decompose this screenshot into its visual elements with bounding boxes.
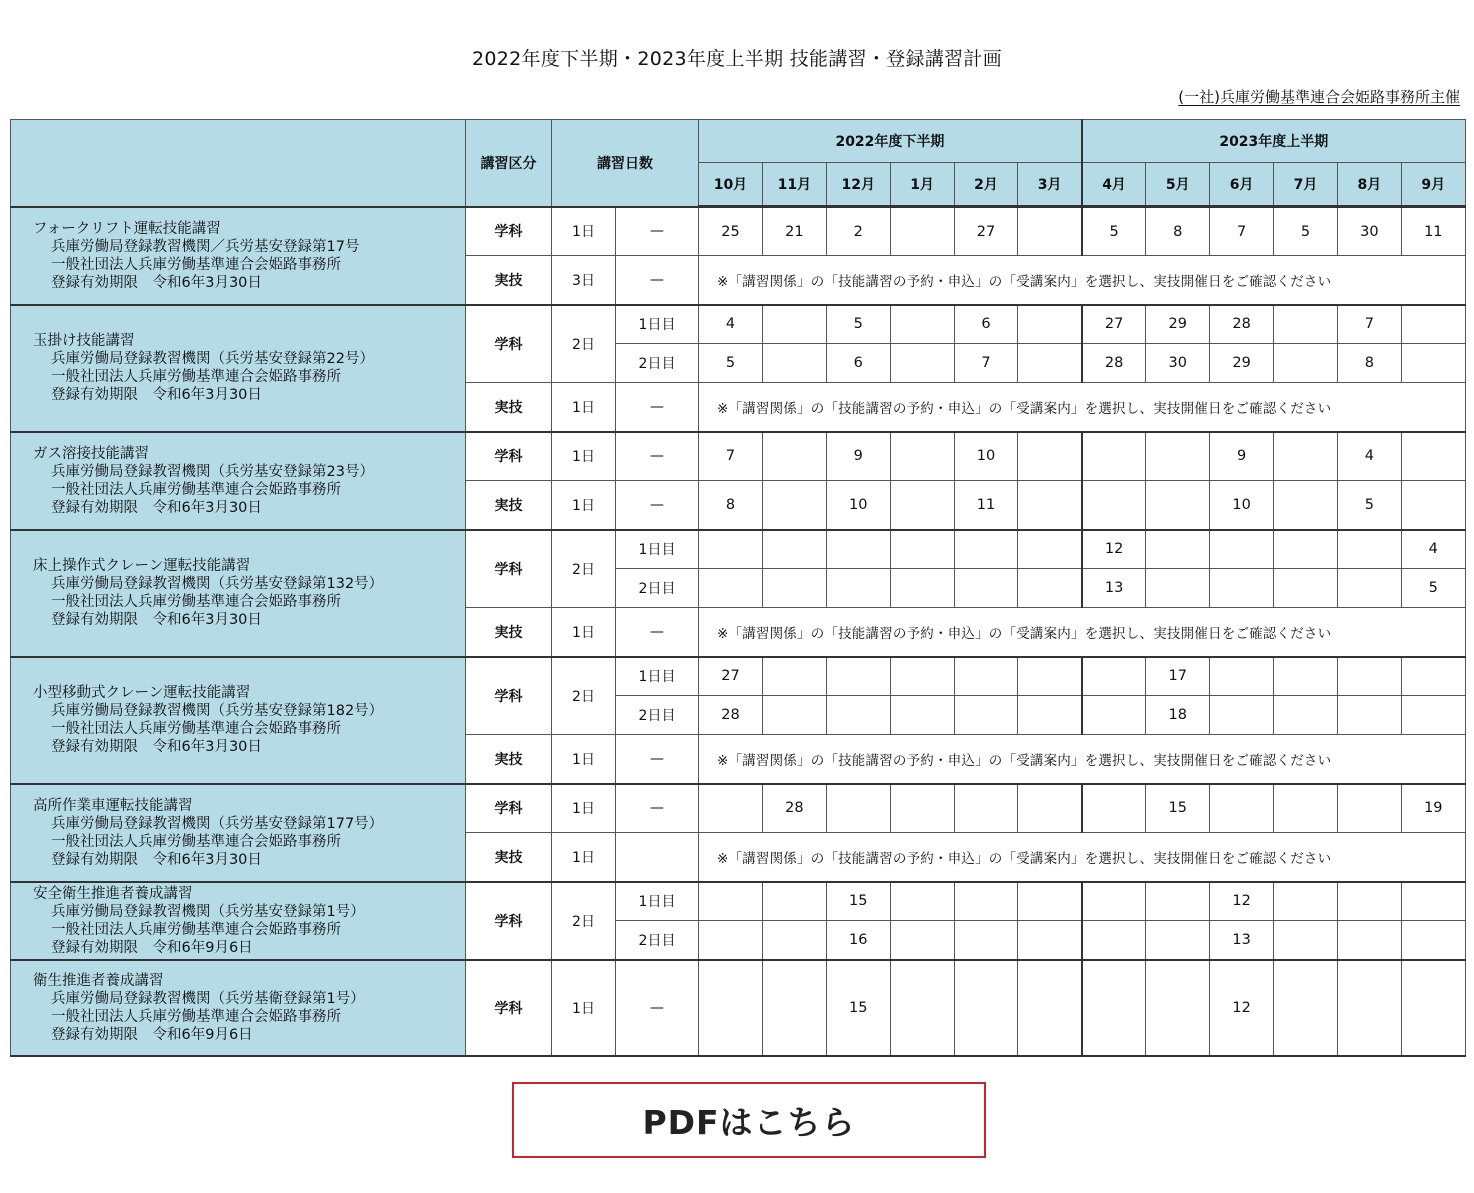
date-cell (699, 569, 763, 608)
day-sub-cell: — (616, 432, 699, 481)
days-cell: 1日 (552, 960, 616, 1056)
date-cell (762, 481, 826, 530)
course-detail-line: 一般社団法人兵庫労働基準連合会姫路事務所 (51, 921, 341, 938)
date-cell (1082, 481, 1146, 530)
date-cell (890, 207, 954, 256)
course-name: 玉掛け技能講習 (33, 333, 135, 349)
date-cell: 8 (1337, 344, 1401, 383)
month-header: 5月 (1146, 163, 1210, 207)
course-detail-line: 登録有効期限 令和6年3月30日 (51, 739, 262, 755)
date-cell (1274, 921, 1338, 960)
course-name: ガス溶接技能講習 (33, 445, 149, 462)
practical-note: ※「講習関係」の「技能講習の予約・申込」の「受講案内」を選択し、実技開催日をご確認ください (699, 256, 1466, 305)
date-cell: 7 (1337, 305, 1401, 344)
practical-note: ※「講習関係」の「技能講習の予約・申込」の「受講案内」を選択し、実技開催日をご確認ください (699, 608, 1466, 657)
day-sub-cell: 2日目 (616, 921, 699, 960)
kubun-cell: 実技 (466, 383, 552, 432)
date-cell: 12 (1082, 530, 1146, 569)
table-header (11, 120, 1466, 207)
date-cell (826, 530, 890, 569)
date-cell: 10 (1210, 481, 1274, 530)
date-cell (826, 657, 890, 696)
date-cell (1401, 960, 1465, 1056)
day-sub-cell: — (616, 608, 699, 657)
date-cell (1274, 696, 1338, 735)
kubun-cell: 実技 (466, 608, 552, 657)
date-cell (1018, 696, 1082, 735)
kubun-header: 講習区分 (466, 120, 552, 207)
date-cell: 29 (1146, 305, 1210, 344)
course-detail-line: 登録有効期限 令和6年3月30日 (51, 387, 262, 403)
days-cell: 1日 (552, 207, 616, 256)
date-cell (699, 882, 763, 921)
date-cell (1018, 344, 1082, 383)
month-header: 2月 (954, 163, 1018, 207)
date-cell: 25 (699, 207, 763, 256)
practical-note: ※「講習関係」の「技能講習の予約・申込」の「受講案内」を選択し、実技開催日をご確認ください (699, 383, 1466, 432)
course-name-cell (11, 207, 466, 305)
month-header: 10月 (699, 163, 763, 207)
date-cell: 5 (1401, 569, 1465, 608)
date-cell (1082, 696, 1146, 735)
course-detail-line: 兵庫労働局登録教習機関（兵労基安登録第132号） (51, 576, 384, 592)
days-cell: 1日 (552, 608, 616, 657)
kubun-cell: 学科 (466, 207, 552, 256)
date-cell: 28 (1210, 305, 1274, 344)
course-detail-line: 一般社団法人兵庫労働基準連合会姫路事務所 (51, 481, 341, 498)
date-cell (1146, 921, 1210, 960)
date-cell (1337, 530, 1401, 569)
course-name-cell (11, 530, 466, 657)
date-cell (890, 882, 954, 921)
date-cell (1337, 784, 1401, 833)
month-header: 7月 (1274, 163, 1338, 207)
days-cell: 1日 (552, 432, 616, 481)
date-cell (1401, 921, 1465, 960)
kubun-cell: 実技 (466, 735, 552, 784)
date-cell (1082, 882, 1146, 921)
course-detail-line: 登録有効期限 令和6年3月30日 (51, 499, 262, 516)
course-header (11, 120, 466, 207)
days-cell: 2日 (552, 530, 616, 608)
course-name-cell (11, 305, 466, 432)
date-cell (1210, 657, 1274, 696)
kubun-cell: 実技 (466, 833, 552, 882)
course-detail-line: 兵庫労働局登録教習機関（兵労基衛登録第1号） (51, 990, 365, 1007)
course-name: 衛生推進者養成講習 (33, 972, 164, 989)
table-row (11, 882, 1466, 921)
date-cell (890, 657, 954, 696)
date-cell (954, 784, 1018, 833)
kubun-cell: 学科 (466, 432, 552, 481)
course-detail-line: 一般社団法人兵庫労働基準連合会姫路事務所 (51, 594, 341, 610)
table-row (11, 305, 1466, 344)
date-cell (1274, 481, 1338, 530)
date-cell (1082, 784, 1146, 833)
days-cell: 2日 (552, 657, 616, 735)
date-cell: 28 (1082, 344, 1146, 383)
date-cell (1274, 569, 1338, 608)
date-cell (1401, 657, 1465, 696)
date-cell: 30 (1146, 344, 1210, 383)
date-cell (1401, 432, 1465, 481)
date-cell: 29 (1210, 344, 1274, 383)
pdf-link-button[interactable]: PDFはこちら (512, 1082, 986, 1158)
date-cell (1401, 882, 1465, 921)
organizer-label: (一社)兵庫労働基準連合会姫路事務所主催 (1178, 88, 1460, 106)
month-header: 3月 (1018, 163, 1082, 207)
date-cell (1146, 960, 1210, 1056)
days-cell: 1日 (552, 784, 616, 833)
course-detail-line: 登録有効期限 令和6年3月30日 (51, 851, 262, 868)
date-cell (1274, 784, 1338, 833)
date-cell (1018, 481, 1082, 530)
date-cell (762, 569, 826, 608)
date-cell (1018, 921, 1082, 960)
date-cell: 10 (826, 481, 890, 530)
course-detail-line: 一般社団法人兵庫労働基準連合会姫路事務所 (51, 721, 341, 737)
date-cell: 4 (699, 305, 763, 344)
date-cell (1401, 696, 1465, 735)
date-cell: 13 (1082, 569, 1146, 608)
date-cell (1018, 569, 1082, 608)
date-cell (1018, 657, 1082, 696)
day-sub-cell: — (616, 735, 699, 784)
month-header: 4月 (1082, 163, 1146, 207)
course-name-cell (11, 960, 466, 1056)
date-cell (954, 569, 1018, 608)
date-cell (890, 921, 954, 960)
date-cell (890, 784, 954, 833)
date-cell (1337, 696, 1401, 735)
date-cell (1337, 569, 1401, 608)
page-title: 2022年度下半期・2023年度上半期 技能講習・登録講習計画 (471, 48, 1003, 70)
day-sub-cell: 1日目 (616, 530, 699, 569)
date-cell (1018, 960, 1082, 1056)
date-cell (762, 530, 826, 569)
date-cell (1274, 530, 1338, 569)
course-detail-line: 一般社団法人兵庫労働基準連合会姫路事務所 (51, 1008, 341, 1025)
table-row (11, 784, 1466, 833)
day-sub-cell: 1日目 (616, 882, 699, 921)
course-name: 床上操作式クレーン運転技能講習 (33, 558, 251, 574)
date-cell: 5 (1274, 207, 1338, 256)
date-cell: 15 (826, 960, 890, 1056)
month-header: 8月 (1337, 163, 1401, 207)
date-cell (1146, 569, 1210, 608)
course-detail-line: 兵庫労働局登録教習機関（兵労基安登録第23号） (51, 463, 374, 480)
date-cell (1082, 921, 1146, 960)
date-cell: 17 (1146, 657, 1210, 696)
date-cell: 16 (826, 921, 890, 960)
day-sub-cell: — (616, 960, 699, 1056)
date-cell (1018, 530, 1082, 569)
kubun-cell: 学科 (466, 657, 552, 735)
date-cell (762, 960, 826, 1056)
date-cell: 12 (1210, 960, 1274, 1056)
date-cell: 27 (699, 657, 763, 696)
date-cell (890, 432, 954, 481)
date-cell (890, 344, 954, 383)
date-cell (1082, 960, 1146, 1056)
date-cell (762, 882, 826, 921)
days-cell: 1日 (552, 481, 616, 530)
table-row (11, 530, 1466, 569)
date-cell: 30 (1337, 207, 1401, 256)
date-cell (890, 305, 954, 344)
date-cell (1274, 305, 1338, 344)
course-name-cell (11, 432, 466, 530)
date-cell (1146, 530, 1210, 569)
day-sub-cell: — (616, 207, 699, 256)
days-cell: 1日 (552, 735, 616, 784)
date-cell (1274, 657, 1338, 696)
days-cell: 1日 (552, 833, 616, 882)
half1-header: 2022年度下半期 (699, 120, 1082, 163)
date-cell (890, 960, 954, 1056)
date-cell (1337, 882, 1401, 921)
kubun-cell: 実技 (466, 256, 552, 305)
day-sub-cell: — (616, 784, 699, 833)
date-cell: 8 (1146, 207, 1210, 256)
course-name: 高所作業車運転技能講習 (33, 797, 193, 814)
date-cell: 27 (1082, 305, 1146, 344)
course-name-cell (11, 784, 466, 882)
date-cell (1401, 481, 1465, 530)
day-sub-cell: 1日目 (616, 657, 699, 696)
course-name-cell (11, 882, 466, 960)
date-cell (890, 696, 954, 735)
date-cell: 4 (1401, 530, 1465, 569)
date-cell (954, 657, 1018, 696)
days-cell: 3日 (552, 256, 616, 305)
date-cell: 6 (826, 344, 890, 383)
day-sub-cell: 2日目 (616, 344, 699, 383)
date-cell (1082, 657, 1146, 696)
date-cell (1210, 569, 1274, 608)
day-sub-cell: — (616, 256, 699, 305)
day-sub-cell (616, 833, 699, 882)
date-cell (1337, 657, 1401, 696)
kubun-cell: 実技 (466, 481, 552, 530)
table-row (11, 960, 1466, 1056)
date-cell: 12 (1210, 882, 1274, 921)
date-cell: 5 (699, 344, 763, 383)
date-cell: 5 (1337, 481, 1401, 530)
date-cell (890, 530, 954, 569)
course-detail-line: 一般社団法人兵庫労働基準連合会姫路事務所 (51, 833, 341, 850)
course-detail-line: 登録有効期限 令和6年3月30日 (51, 274, 262, 291)
date-cell: 13 (1210, 921, 1274, 960)
date-cell (762, 657, 826, 696)
day-sub-cell: 2日目 (616, 696, 699, 735)
date-cell (1082, 432, 1146, 481)
kubun-cell: 学科 (466, 784, 552, 833)
course-detail-line: 兵庫労働局登録教習機関（兵労基安登録第1号） (51, 903, 365, 920)
date-cell: 19 (1401, 784, 1465, 833)
date-cell: 21 (762, 207, 826, 256)
date-cell: 4 (1337, 432, 1401, 481)
course-name: フォークリフト運転技能講習 (33, 220, 221, 237)
date-cell: 7 (1210, 207, 1274, 256)
date-cell (826, 784, 890, 833)
date-cell: 2 (826, 207, 890, 256)
date-cell (1401, 344, 1465, 383)
date-cell (954, 960, 1018, 1056)
course-detail-line: 兵庫労働局登録教習機関（兵労基安登録第182号） (51, 703, 384, 719)
half2-header: 2023年度上半期 (1082, 120, 1465, 163)
course-detail-line: 一般社団法人兵庫労働基準連合会姫路事務所 (51, 256, 341, 273)
date-cell (1146, 432, 1210, 481)
date-cell (890, 569, 954, 608)
date-cell: 5 (1082, 207, 1146, 256)
date-cell: 11 (954, 481, 1018, 530)
date-cell: 15 (1146, 784, 1210, 833)
date-cell (1210, 530, 1274, 569)
date-cell (954, 882, 1018, 921)
date-cell (1337, 921, 1401, 960)
date-cell (890, 481, 954, 530)
month-header: 11月 (762, 163, 826, 207)
date-cell: 18 (1146, 696, 1210, 735)
date-cell: 6 (954, 305, 1018, 344)
course-name: 安全衛生推進者養成講習 (33, 885, 193, 902)
date-cell (699, 530, 763, 569)
date-cell: 11 (1401, 207, 1465, 256)
month-header: 1月 (890, 163, 954, 207)
kubun-cell: 学科 (466, 960, 552, 1056)
day-sub-cell: 1日目 (616, 305, 699, 344)
date-cell: 28 (762, 784, 826, 833)
date-cell: 7 (954, 344, 1018, 383)
days-cell: 1日 (552, 383, 616, 432)
date-cell (699, 921, 763, 960)
date-cell: 10 (954, 432, 1018, 481)
date-cell (954, 530, 1018, 569)
kubun-cell: 学科 (466, 530, 552, 608)
date-cell (1401, 305, 1465, 344)
date-cell (1018, 207, 1082, 256)
month-header: 12月 (826, 163, 890, 207)
date-cell (1337, 960, 1401, 1056)
month-header: 9月 (1401, 163, 1465, 207)
date-cell (1018, 305, 1082, 344)
kubun-cell: 学科 (466, 882, 552, 960)
date-cell: 8 (699, 481, 763, 530)
date-cell: 9 (1210, 432, 1274, 481)
course-name: 小型移動式クレーン運転技能講習 (33, 685, 251, 701)
kubun-cell: 学科 (466, 305, 552, 383)
date-cell: 15 (826, 882, 890, 921)
training-schedule-table (10, 119, 1466, 1057)
course-detail-line: 登録有効期限 令和6年3月30日 (51, 612, 262, 628)
day-sub-cell: 2日目 (616, 569, 699, 608)
month-header: 6月 (1210, 163, 1274, 207)
date-cell (1210, 696, 1274, 735)
date-cell (1018, 432, 1082, 481)
date-cell (1146, 481, 1210, 530)
day-sub-cell: — (616, 481, 699, 530)
date-cell (762, 696, 826, 735)
date-cell (1274, 960, 1338, 1056)
day-sub-cell: — (616, 383, 699, 432)
table-row (11, 432, 1466, 481)
days-cell: 2日 (552, 305, 616, 383)
date-cell (762, 344, 826, 383)
practical-note: ※「講習関係」の「技能講習の予約・申込」の「受講案内」を選択し、実技開催日をご確認ください (699, 833, 1466, 882)
date-cell (762, 921, 826, 960)
date-cell (1018, 784, 1082, 833)
date-cell: 28 (699, 696, 763, 735)
table-row (11, 657, 1466, 696)
date-cell (826, 569, 890, 608)
date-cell: 5 (826, 305, 890, 344)
days-header: 講習日数 (552, 120, 699, 207)
date-cell (762, 432, 826, 481)
date-cell (699, 960, 763, 1056)
course-name-cell (11, 657, 466, 784)
date-cell (954, 921, 1018, 960)
date-cell (954, 696, 1018, 735)
date-cell: 27 (954, 207, 1018, 256)
course-detail-line: 登録有効期限 令和6年9月6日 (51, 939, 253, 956)
date-cell: 9 (826, 432, 890, 481)
date-cell (1274, 432, 1338, 481)
date-cell (699, 784, 763, 833)
date-cell: 7 (699, 432, 763, 481)
course-detail-line: 登録有効期限 令和6年9月6日 (51, 1026, 253, 1043)
course-detail-line: 一般社団法人兵庫労働基準連合会姫路事務所 (51, 369, 341, 385)
date-cell (1018, 882, 1082, 921)
table-row (11, 207, 1466, 256)
course-detail-line: 兵庫労働局登録教習機関（兵労基安登録第177号） (51, 815, 384, 832)
course-detail-line: 兵庫労働局登録教習機関／兵労基安登録第17号 (51, 238, 360, 255)
course-detail-line: 兵庫労働局登録教習機関（兵労基安登録第22号） (51, 351, 374, 367)
practical-note: ※「講習関係」の「技能講習の予約・申込」の「受講案内」を選択し、実技開催日をご確認ください (699, 735, 1466, 784)
table-body (11, 207, 1466, 1056)
date-cell (1210, 784, 1274, 833)
date-cell (1274, 344, 1338, 383)
date-cell (1274, 882, 1338, 921)
date-cell (762, 305, 826, 344)
date-cell (826, 696, 890, 735)
date-cell (1146, 882, 1210, 921)
days-cell: 2日 (552, 882, 616, 960)
